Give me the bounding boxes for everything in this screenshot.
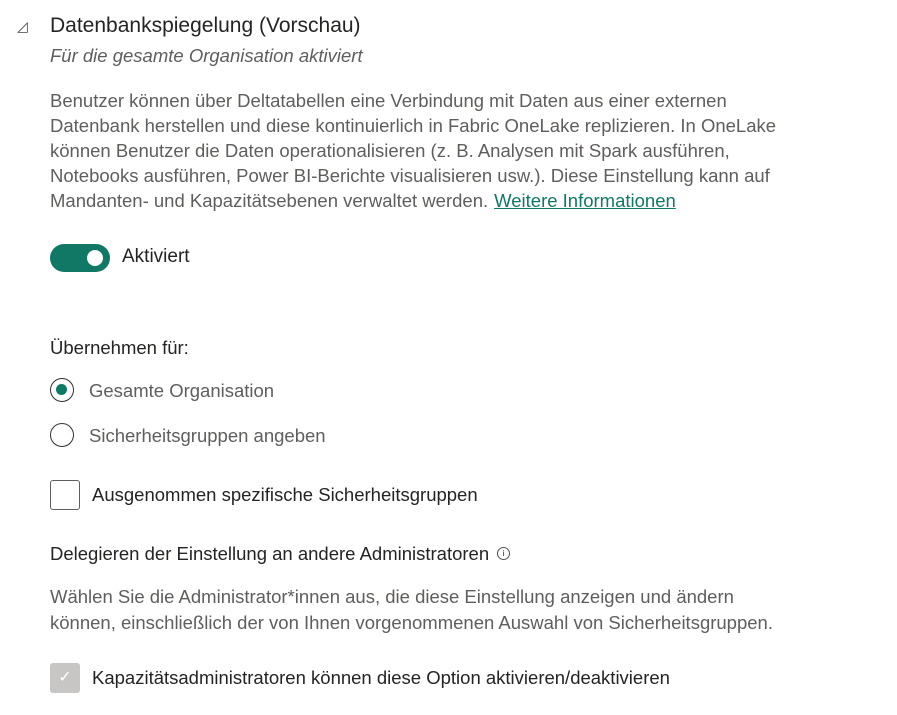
capacity-admins-checkbox[interactable] [50, 663, 80, 693]
description-line: Datenbank herstellen und diese kontinuierlich in Fabric OneLake replizieren. In OneLake [50, 115, 777, 136]
description-line: können Benutzer die Daten operationalisieren (z. B. Analysen mit Spark ausführen, [50, 140, 730, 161]
description-line: Wählen Sie die Administrator*innen aus, die diese Einstellung anzeigen und ändern [50, 586, 734, 607]
apply-for-label: Übernehmen für: [50, 337, 189, 358]
checkbox-label: Ausgenommen spezifische Sicherheitsgruppen [92, 484, 478, 505]
except-security-groups-checkbox[interactable] [50, 480, 80, 510]
collapse-caret-icon[interactable]: ◿ [17, 18, 28, 34]
setting-title: Datenbankspiegelung (Vorschau) [50, 14, 361, 37]
description-line: Benutzer können über Deltatabellen eine Verbindung mit Daten aus einer externen [50, 90, 727, 111]
checkbox-label: Kapazitätsadministratoren können diese Option aktivieren/deaktivieren [92, 667, 670, 688]
setting-status: Für die gesamte Organisation aktiviert [50, 45, 363, 66]
radio-label: Gesamte Organisation [89, 380, 275, 401]
radio-entire-organization[interactable] [50, 378, 74, 402]
radio-specific-security-groups[interactable] [50, 423, 74, 447]
description-line: Notebooks ausführen, Power BI-Berichte visualisieren usw.). Diese Einstellung kann auf [50, 165, 770, 186]
learn-more-link[interactable]: Weitere Informationen [494, 190, 676, 211]
toggle-label: Aktiviert [122, 246, 190, 267]
delegate-heading-text: Delegieren der Einstellung an andere Administratoren [50, 543, 490, 564]
description-line: Mandanten- und Kapazitätsebenen verwaltet werden. [50, 190, 489, 211]
enabled-toggle[interactable] [50, 244, 110, 272]
radio-label: Sicherheitsgruppen angeben [89, 425, 326, 446]
info-icon[interactable]: i [497, 547, 510, 560]
description-line: können, einschließlich der von Ihnen vorgenommenen Auswahl von Sicherheitsgruppen. [50, 612, 773, 633]
checkmark-icon: ✓ [58, 669, 72, 686]
toggle-knob [87, 250, 103, 266]
delegate-description [50, 584, 773, 636]
delegate-heading [50, 543, 510, 565]
setting-description [50, 88, 776, 213]
